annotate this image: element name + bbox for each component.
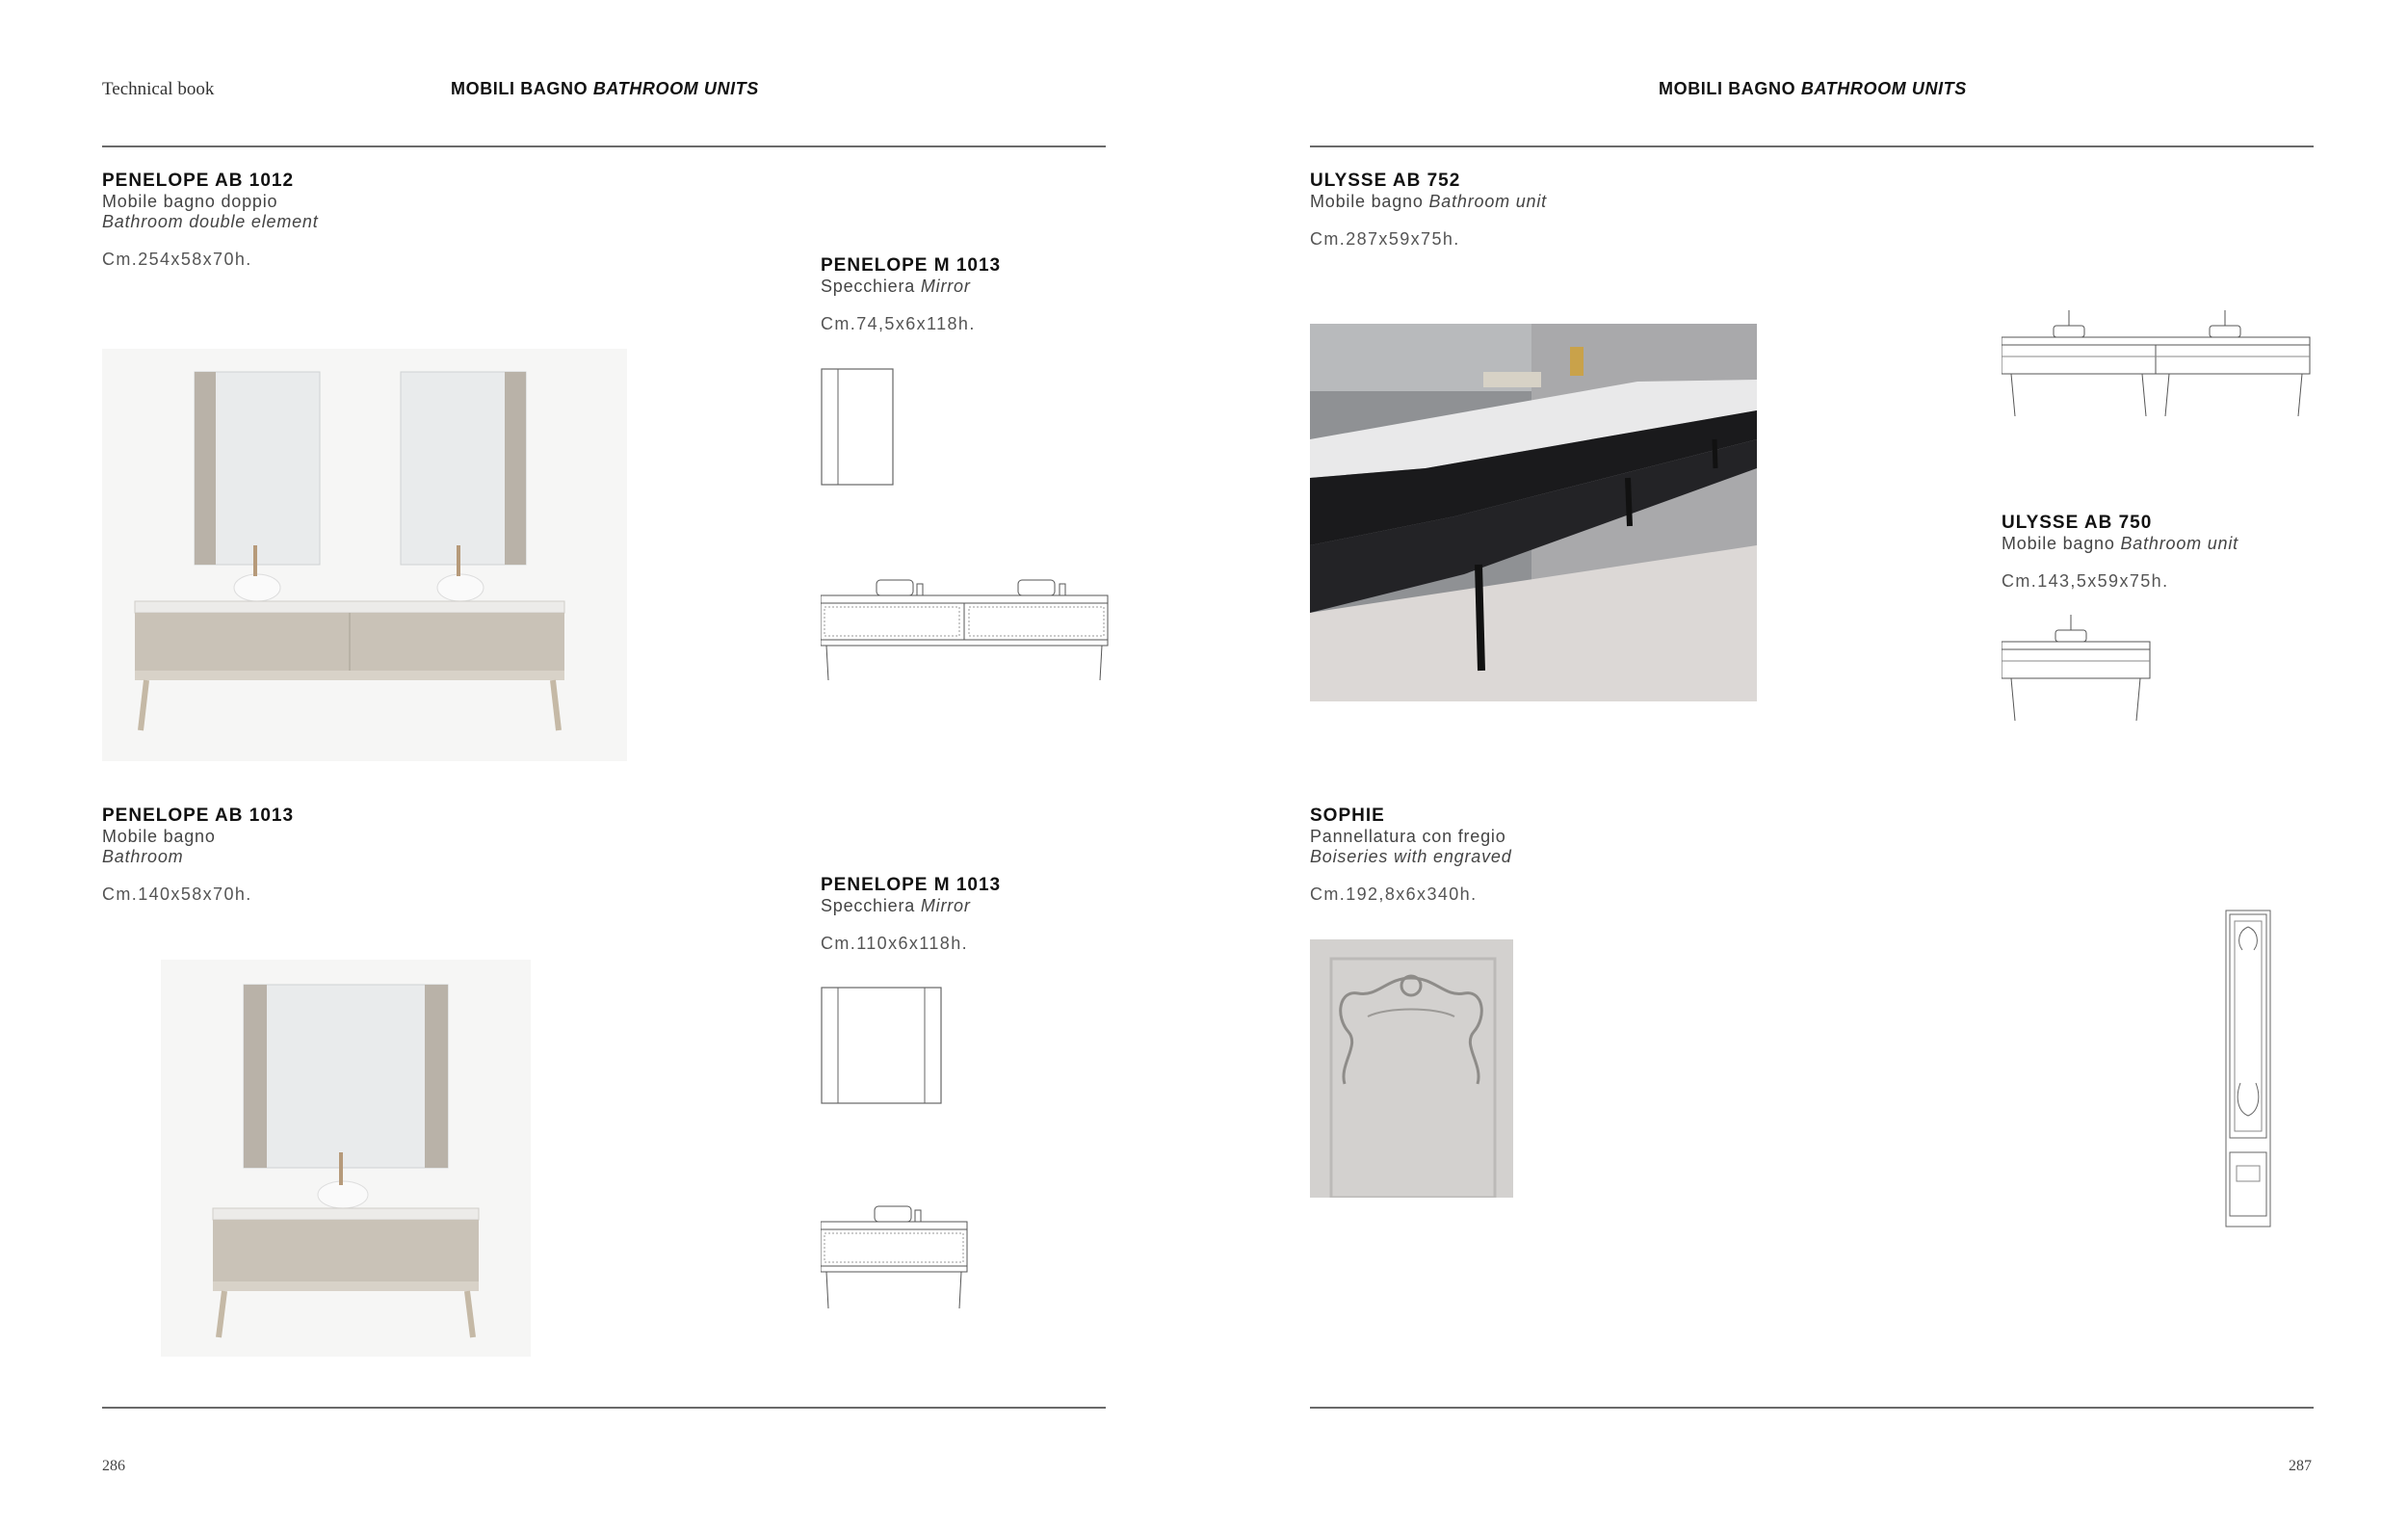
product-penelope-ab-1012 [102,171,319,270]
product-subtitle-en: Mirror [920,896,971,915]
product-dimensions: Cm.254x58x70h. [102,250,252,269]
drawing-double-vanity [821,574,1110,686]
left-bottom-rule [102,1407,1106,1409]
left-page-number: 286 [102,1458,125,1474]
product-subtitle [2002,534,2238,554]
product-penelope-m-1013-a [821,255,1001,334]
product-dimensions: Cm.140x58x70h. [102,884,252,904]
product-ulysse-ab-752 [1310,171,1547,250]
product-subtitle-en: Bathroom unit [1428,192,1547,211]
product-subtitle [821,896,1001,916]
left-top-rule [102,145,1106,147]
right-page-number: 287 [2289,1458,2312,1474]
product-subtitle-en: Bathroom [102,847,184,866]
drawing-sophie-panel [2225,910,2273,1229]
product-title: PENELOPE AB 1013 [102,805,295,826]
product-subtitle: Pannellatura con fregio [1310,827,1506,846]
product-title: PENELOPE M 1013 [821,875,1002,895]
product-penelope-m-1013-b [821,875,1001,954]
product-title: ULYSSE AB 752 [1310,171,1461,191]
right-bottom-rule [1310,1407,2314,1409]
product-subtitle-en: Bathroom unit [2120,534,2238,553]
product-dimensions: Cm.287x59x75h. [1310,229,1460,249]
photo-penelope-single-vanity [161,960,531,1357]
product-title: ULYSSE AB 750 [2002,513,2153,533]
drawing-mirror-large [821,987,944,1106]
product-subtitle: Mobile bagno [102,827,216,846]
drawing-single-vanity [821,1202,971,1314]
product-ulysse-ab-750 [2002,513,2238,592]
product-title: PENELOPE AB 1012 [102,171,295,191]
product-subtitle-en: Mirror [920,277,971,296]
product-subtitle-en: Boiseries with engraved [1310,847,1512,866]
right-top-rule [1310,145,2314,147]
left-section-italic: BATHROOM UNITS [592,79,759,98]
product-subtitle-en: Bathroom double element [102,212,319,231]
product-subtitle-it: Mobile bagno [1310,192,1424,211]
product-subtitle [821,277,1001,297]
left-section-header [451,79,759,99]
photo-penelope-double-vanity [102,349,627,761]
product-title: SOPHIE [1310,805,1385,826]
right-section-bold: MOBILI BAGNO [1659,79,1796,98]
product-dimensions: Cm.192,8x6x340h. [1310,884,1478,904]
product-title: PENELOPE M 1013 [821,255,1002,276]
left-section-bold: MOBILI BAGNO [451,79,589,98]
product-dimensions: Cm.110x6x118h. [821,934,969,953]
drawing-mirror-small [821,368,898,488]
product-sophie [1310,805,1512,905]
book-label: Technical book [102,79,215,99]
photo-sophie-boiserie [1310,939,1513,1198]
right-section-italic: BATHROOM UNITS [1800,79,1967,98]
drawing-ulysse-ab-750 [2002,613,2156,725]
product-subtitle-it: Specchiera [821,277,916,296]
product-dimensions: Cm.143,5x59x75h. [2002,571,2169,591]
product-subtitle-it: Specchiera [821,896,916,915]
product-subtitle: Mobile bagno doppio [102,192,278,211]
product-dimensions: Cm.74,5x6x118h. [821,314,976,333]
right-section-header [1659,79,1967,99]
product-penelope-ab-1013 [102,805,294,905]
photo-ulysse-interior [1310,324,1757,701]
product-subtitle [1310,192,1547,212]
drawing-ulysse-ab-752 [2002,304,2316,420]
product-subtitle-it: Mobile bagno [2002,534,2115,553]
